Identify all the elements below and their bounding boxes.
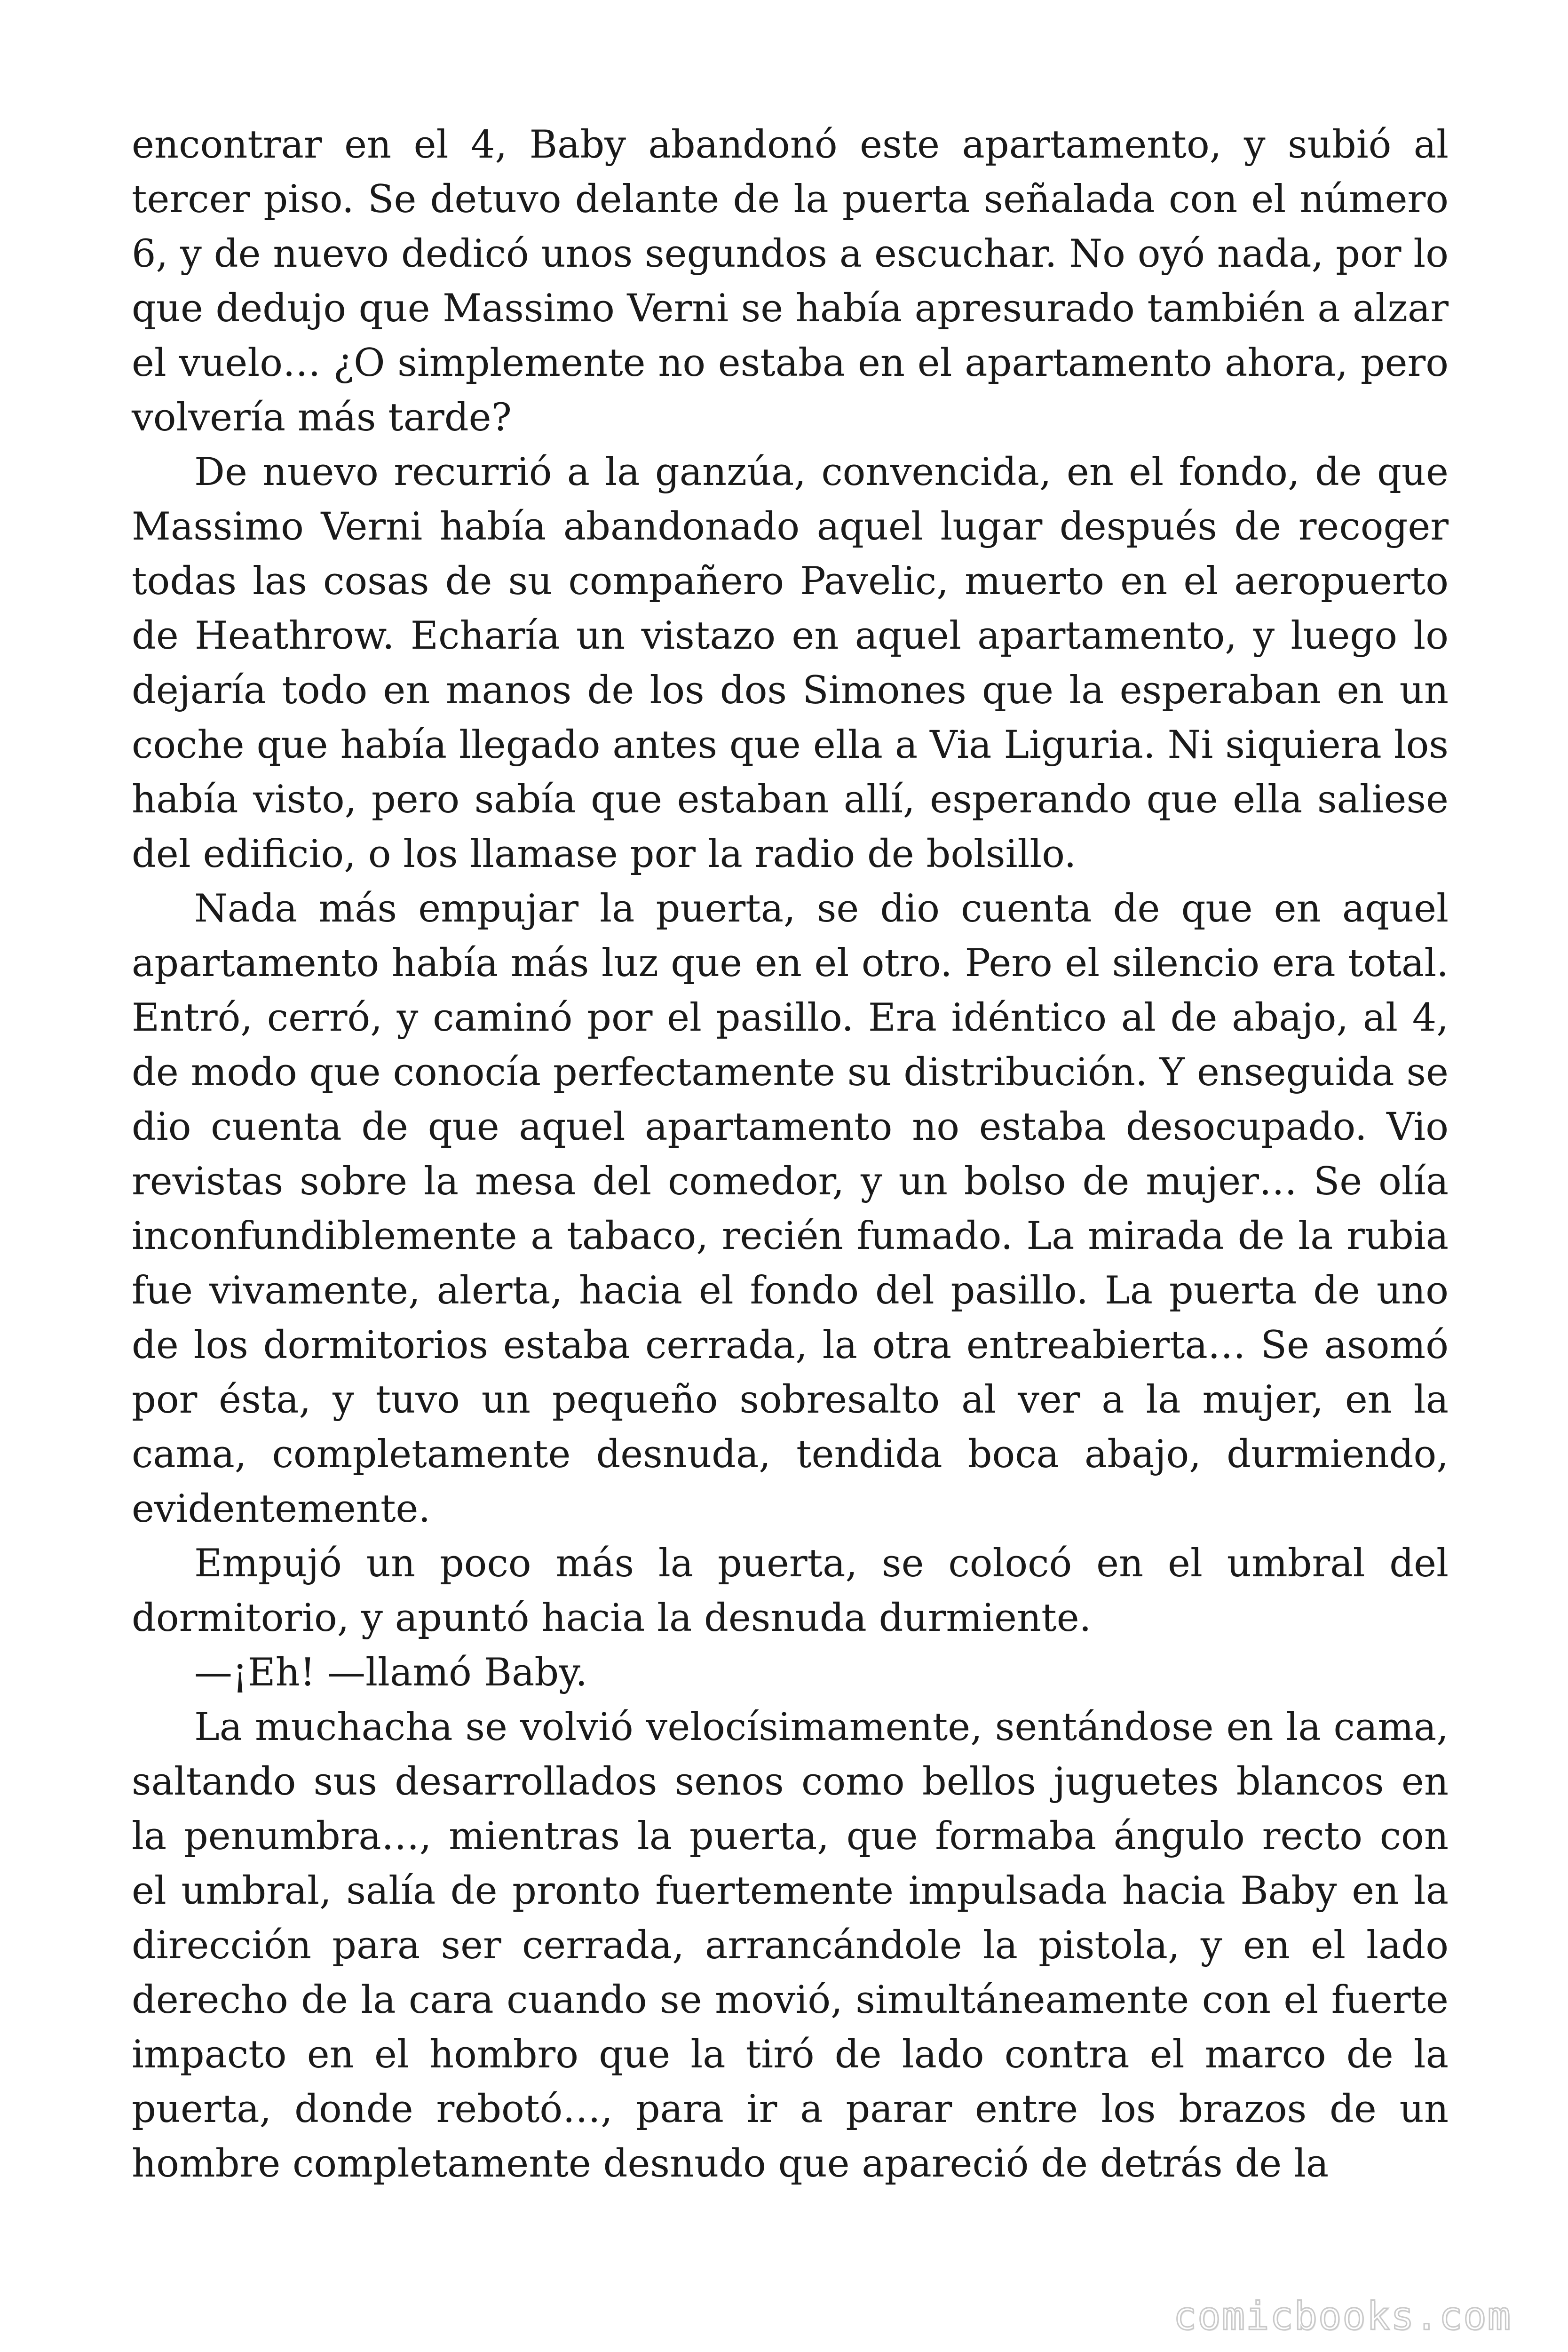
paragraph: La muchacha se volvió velocísimamente, sentándose en la cama, saltando sus desarrollados senos como bellos juguetes blancos en la penumbra…, mientras la puerta, que formaba ángulo recto con el umbral, salía de pronto fuertemente impulsada hacia Baby en la dirección para ser cerrada, arrancándole la pistola, y en el lado derecho de la cara cuando se movió, simultáneamente con el fuerte impacto en el hombro que la tiró de lado contra el marco de la puerta, donde rebotó…, para ir a parar entre los brazos de un hombre completamente desnudo que apareció de detrás de la [132, 1705, 1449, 2186]
paragraph: Nada más empujar la puerta, se dio cuenta de que en aquel apartamento había más luz que en el otro. Pero el silencio era total. Entró, cerró, y caminó por el pasillo. Era idéntico al de abajo, al 4, de modo que conocía perfectamente su distribución. Y enseguida se dio cuenta de que aquel apartamento no estaba desocupado. Vio revistas sobre la mesa del comedor, y un bolso de mujer… Se olía inconfundiblemente a tabaco, recién fumado. La mirada de la rubia fue vivamente, alerta, hacia el fondo del pasillo. La puerta de uno de los dormitorios estaba cerrada, la otra entreabierta… Se asomó por ésta, y tuvo un pequeño sobresalto al ver a la mujer, en la cama, completamente desnuda, tendida boca abajo, durmiendo, evidentemente. [132, 887, 1449, 1531]
paragraph: encontrar en el 4, Baby abandonó este apartamento, y subió al tercer piso. Se detuvo delante de la puerta señalada con el número 6, y de nuevo dedicó unos segundos a escuchar. No oyó nada, por lo que dedujo que Massimo Verni se había apresurado también a alzar el vuelo… ¿O simplemente no estaba en el apartamento ahora, pero volvería más tarde? [132, 123, 1449, 440]
watermark: comicbooks.com [1173, 2294, 1512, 2339]
paragraph: —¡Eh! —llamó Baby. [194, 1651, 587, 1695]
paragraph: De nuevo recurrió a la ganzúa, convencida, en el fondo, de que Massimo Verni había abandonado aquel lugar después de recoger todas las cosas de su compañero Pavelic, muerto en el aeropuerto de Heathrow. Echaría un vistazo en aquel apartamento, y luego lo dejaría todo en manos de los dos Simones que la esperaban en un coche que había llegado antes que ella a Via Liguria. Ni siquiera los había visto, pero sabía que estaban allí, esperando que ella saliese del edificio, o los llamase por la radio de bolsillo. [132, 450, 1449, 876]
page-body-text [132, 118, 1449, 2191]
paragraph: Empujó un poco más la puerta, se colocó en el umbral del dormitorio, y apuntó hacia la desnuda durmiente. [132, 1542, 1449, 1640]
